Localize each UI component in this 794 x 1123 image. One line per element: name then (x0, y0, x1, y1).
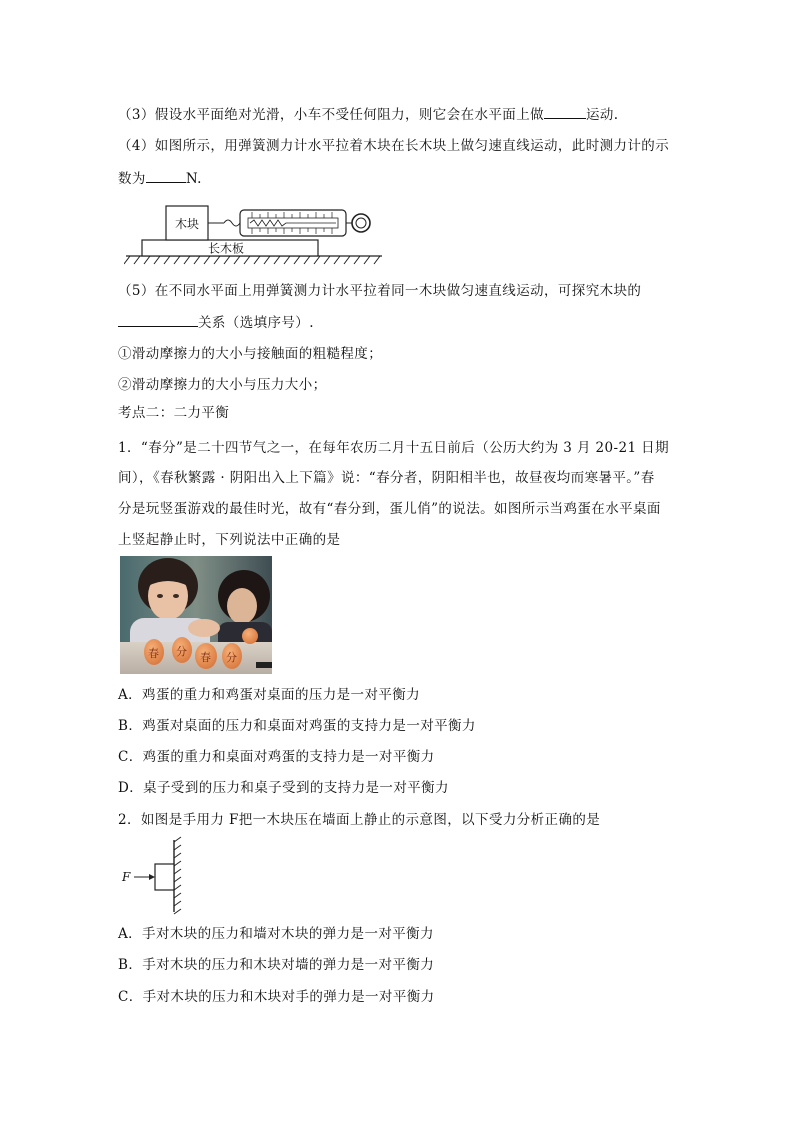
q1-option-a: A．鸡蛋的重力和鸡蛋对桌面的压力是一对平衡力 (118, 687, 421, 703)
girl-right-face (227, 588, 257, 624)
q3-line (118, 106, 619, 123)
q3-text-after: 运动. (586, 107, 619, 123)
egg-label-1: 春 (148, 647, 159, 660)
ground-hatching (124, 256, 380, 264)
q5-text-after: 关系（选填序号）. (198, 315, 314, 331)
egg-label-4: 分 (226, 651, 237, 664)
q5-option-2: ②滑动摩擦力的大小与压力大小； (118, 377, 327, 393)
q1-stem-line-3: 分是玩竖蛋游戏的最佳时光，故有“春分到，蛋儿俏”的说法。如图所示当鸡蛋在水平桌面 (118, 501, 661, 517)
q1-option-c: C．鸡蛋的重力和桌面对鸡蛋的支持力是一对平衡力 (118, 749, 435, 765)
egg-label-3: 春 (200, 651, 211, 664)
q4-text: 数为 (118, 171, 146, 187)
wall-block-figure (118, 836, 190, 916)
spring-scale-figure (124, 198, 386, 270)
q2-option-b: B．手对木块的压力和木块对墙的弹力是一对平衡力 (118, 957, 435, 973)
block-label: 木块 (175, 217, 200, 231)
phone (256, 662, 272, 668)
wall-hatching (174, 837, 181, 914)
q3-blank (544, 106, 586, 119)
hands (188, 619, 220, 637)
q5-option-1: ①滑动摩擦力的大小与接触面的粗糙程度； (118, 346, 383, 362)
q1-option-b: B．鸡蛋对桌面的压力和桌面对鸡蛋的支持力是一对平衡力 (118, 718, 476, 734)
q1-option-d: D．桌子受到的压力和桌子受到的支持力是一对平衡力 (118, 780, 449, 796)
q1-stem-line-4: 上竖起静止时，下列说法中正确的是 (118, 532, 341, 548)
ring-inner (356, 218, 366, 228)
q5-blank (118, 314, 198, 327)
q4-blank (146, 170, 186, 183)
section-title: 考点二：二力平衡 (118, 405, 230, 421)
q4-text-after: N. (185, 171, 202, 187)
egg-back (242, 628, 258, 644)
q1-stem-line-2: 间），《春秋繁露 · 阴阳出入上下篇》说：“春分者，阴阳相半也，故昼夜均而寒暑平。”春 (118, 470, 655, 486)
arrow-right-icon (149, 874, 155, 880)
q2-option-c: C．手对木块的压力和木块对手的弹力是一对平衡力 (118, 989, 435, 1005)
board-label: 长木板 (208, 241, 245, 256)
q2-stem: 2．如图是手用力 F把一木块压在墙面上静止的示意图，以下受力分析正确的是 (118, 812, 601, 828)
q1-stem-line-1: 1．“春分”是二十四节气之一，在每年农历二月十五日前后（公历大约为 3 月 20-21 日期 (118, 440, 669, 456)
force-label: F (122, 870, 131, 884)
block (155, 864, 174, 890)
q4-line1: （4）如图所示，用弹簧测力计水平拉着木块在长木块上做匀速直线运动，此时测力计的示 (118, 138, 670, 154)
hook-icon (224, 220, 240, 226)
q2-option-a: A．手对木块的压力和墙对木块的弹力是一对平衡力 (118, 926, 434, 942)
q5-line2 (118, 314, 314, 331)
q4-line2 (118, 170, 202, 187)
egg-photo (120, 556, 272, 674)
q3-text: （3）假设水平面绝对光滑，小车不受任何阻力，则它会在水平面上做 (118, 107, 544, 123)
q5-line1: （5）在不同水平面上用弹簧测力计水平拉着同一木块做匀速直线运动，可探究木块的 (118, 283, 642, 299)
egg-label-2: 分 (176, 645, 187, 658)
